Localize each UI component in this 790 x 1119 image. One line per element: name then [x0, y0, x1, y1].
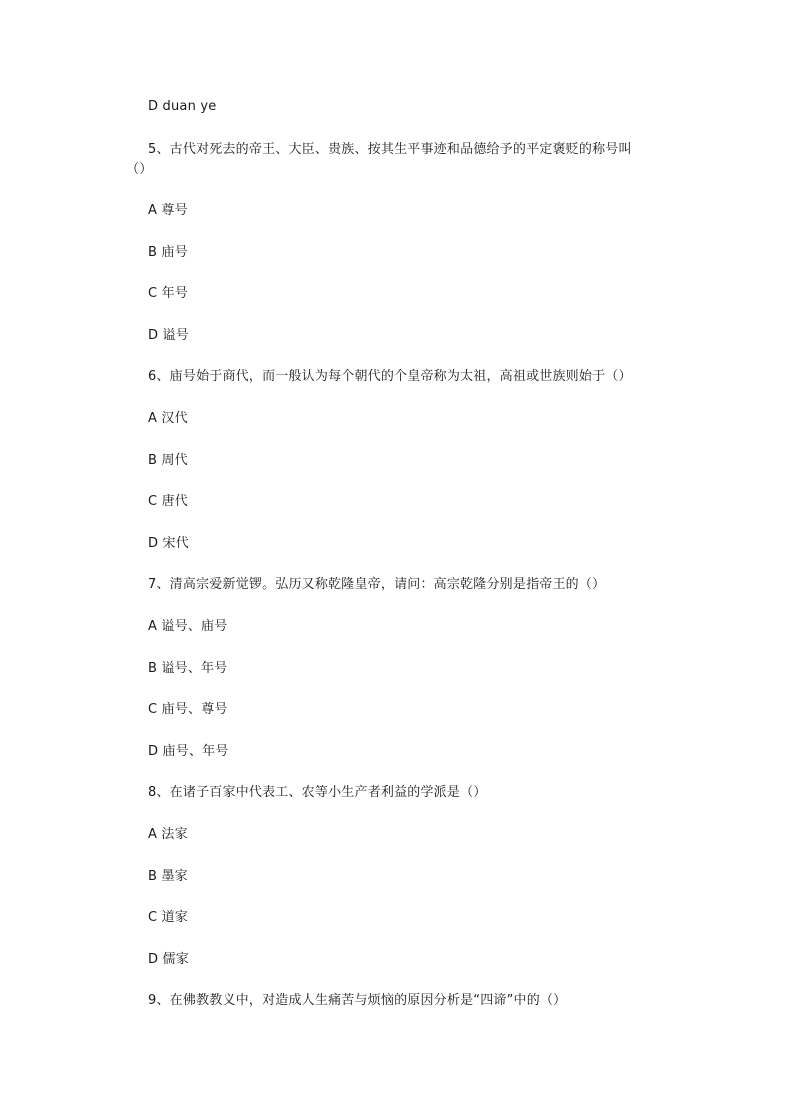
option-c-q7: C 庙号、尊号 — [148, 702, 228, 717]
question-9: 9、在佛教教义中，对造成人生痛苦与烦恼的原因分析是“四谛”中的（） — [148, 993, 567, 1008]
option-a-q8: A 法家 — [148, 827, 188, 842]
option-b-q6: B 周代 — [148, 453, 188, 468]
option-b-q8: B 墨家 — [148, 869, 188, 884]
option-a-q7: A 谥号、庙号 — [148, 619, 228, 634]
option-d-q8: D 儒家 — [148, 952, 189, 967]
option-c-q5: C 年号 — [148, 286, 189, 301]
option-d-q5: D 谥号 — [148, 328, 189, 343]
option-d-q7: D 庙号、年号 — [148, 744, 229, 759]
option-d-q4: D duan ye — [148, 99, 217, 114]
question-6: 6、庙号始于商代，而一般认为每个朝代的个皇帝称为太祖，高祖或世族则始于（） — [148, 369, 632, 384]
option-c-q6: C 唐代 — [148, 494, 189, 509]
question-5-continuation: （） — [126, 162, 153, 177]
option-a-q5: A 尊号 — [148, 203, 188, 218]
question-5: 5、古代对死去的帝王、大臣、贵族、按其生平事迹和品德给予的平定褒贬的称号叫 — [148, 142, 632, 157]
question-7: 7、清高宗爱新觉锣。弘历又称乾隆皇帝，请问：高宗乾隆分别是指帝王的（） — [148, 577, 606, 592]
option-c-q8: C 道家 — [148, 910, 189, 925]
option-b-q5: B 庙号 — [148, 245, 188, 260]
option-a-q6: A 汉代 — [148, 411, 188, 426]
option-b-q7: B 谥号、年号 — [148, 661, 228, 676]
question-8: 8、在诸子百家中代表工、农等小生产者利益的学派是（） — [148, 785, 487, 800]
option-d-q6: D 宋代 — [148, 536, 189, 551]
